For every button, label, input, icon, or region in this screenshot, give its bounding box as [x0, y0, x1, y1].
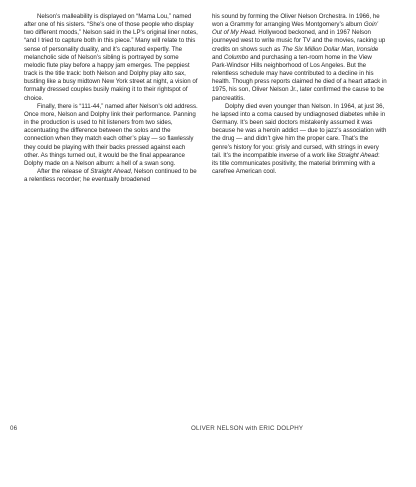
italic-title-text: Goin’ Out of My Head — [212, 21, 378, 37]
body-paragraph — [212, 13, 387, 103]
paragraph-text: Nelson’s malleability is displayed on “Mama Lou,” named after one of his sisters. “She’s one of those people who display two different moods,” Nelson said in the LP’s original liner notes, “and I tried to capture both in this piece.” Many will relate to this sense of personality duality, and it’s captured expertly. The melancholic side of Nelson’s sibling is portrayed by some melodic flute play before a happy jam emerges. The peppiest track is the title track: both Nelson and Dolphy play alto sax, bustling like a busy midtown New York street at night, a vision of formally dressed couples busily making it to their rightspot of choice. — [24, 13, 198, 102]
page-number: 06 — [10, 425, 18, 432]
italic-title-text: Straight Ahead — [337, 151, 378, 159]
italic-title-text: Ironside — [356, 45, 379, 53]
italic-title-text: Straight Ahead — [90, 167, 131, 175]
body-paragraph — [24, 103, 199, 168]
paragraph-text: After the release of — [37, 167, 91, 175]
paragraph-text: . Hollywood beckoned, and in 1967 Nelson journeyed west to write music for TV and the movies, racking up credits on shows such as — [212, 29, 386, 53]
italic-title-text: Columbo — [223, 53, 249, 61]
paragraph-text: : its title communicates positivity, the material brimming with a carefree American cool. — [212, 151, 380, 175]
italic-title-text: The Six Million Dollar Man — [282, 45, 354, 53]
paragraph-text: Finally, there is “111-44,” named after Nelson’s old address. Once more, Nelson and Dolphy link their performance. Panning in the production is used to hit listeners from two sides, accentuating the difference between the solos and the connection when they match each other’s play — so flawlessly they could be playing with their backs pressed against each other. As things turned out, it would be the final appearance Dolphy made on a Nelson album: a hell of a swan song. — [24, 102, 198, 167]
left-text-column — [24, 13, 199, 184]
body-paragraph — [24, 13, 199, 103]
paragraph-text: , Nelson continued to be a relentless recorder; he eventually broadened — [24, 167, 197, 184]
paragraph-text: and — [212, 53, 224, 61]
running-title: OLIVER NELSON with ERIC DOLPHY — [191, 425, 304, 432]
body-paragraph — [24, 168, 199, 184]
right-text-column — [212, 13, 387, 176]
body-paragraph — [212, 103, 387, 176]
paragraph-text: his sound by forming the Oliver Nelson Orchestra. In 1966, he won a Grammy for arranging Wes Montgomery’s album — [212, 13, 380, 29]
paragraph-text: and purchasing a ten-room home in the View Park-Windsor Hills neighborhood of Los Angeles. But the relentless schedule may have contributed to a decline in his health. Though press reports claimed he died of a heart attack in 1975, his son, Oliver Nelson Jr., later confirmed the cause to be pancreatitis. — [212, 53, 387, 102]
paragraph-text: , — [353, 45, 357, 53]
paragraph-text: Dolphy died even younger than Nelson. In 1964, at just 36, he lapsed into a coma caused by undiagnosed diabetes while in Germany. It’s been said doctors mistakenly assumed it was because he was a heroin addict — due to jazz’s association with the drug — and didn’t give him the proper care. That’s the genre’s history for you: grisly and cursed, with strings in every tail. It’s the incompatible inverse of a work like — [212, 102, 387, 159]
